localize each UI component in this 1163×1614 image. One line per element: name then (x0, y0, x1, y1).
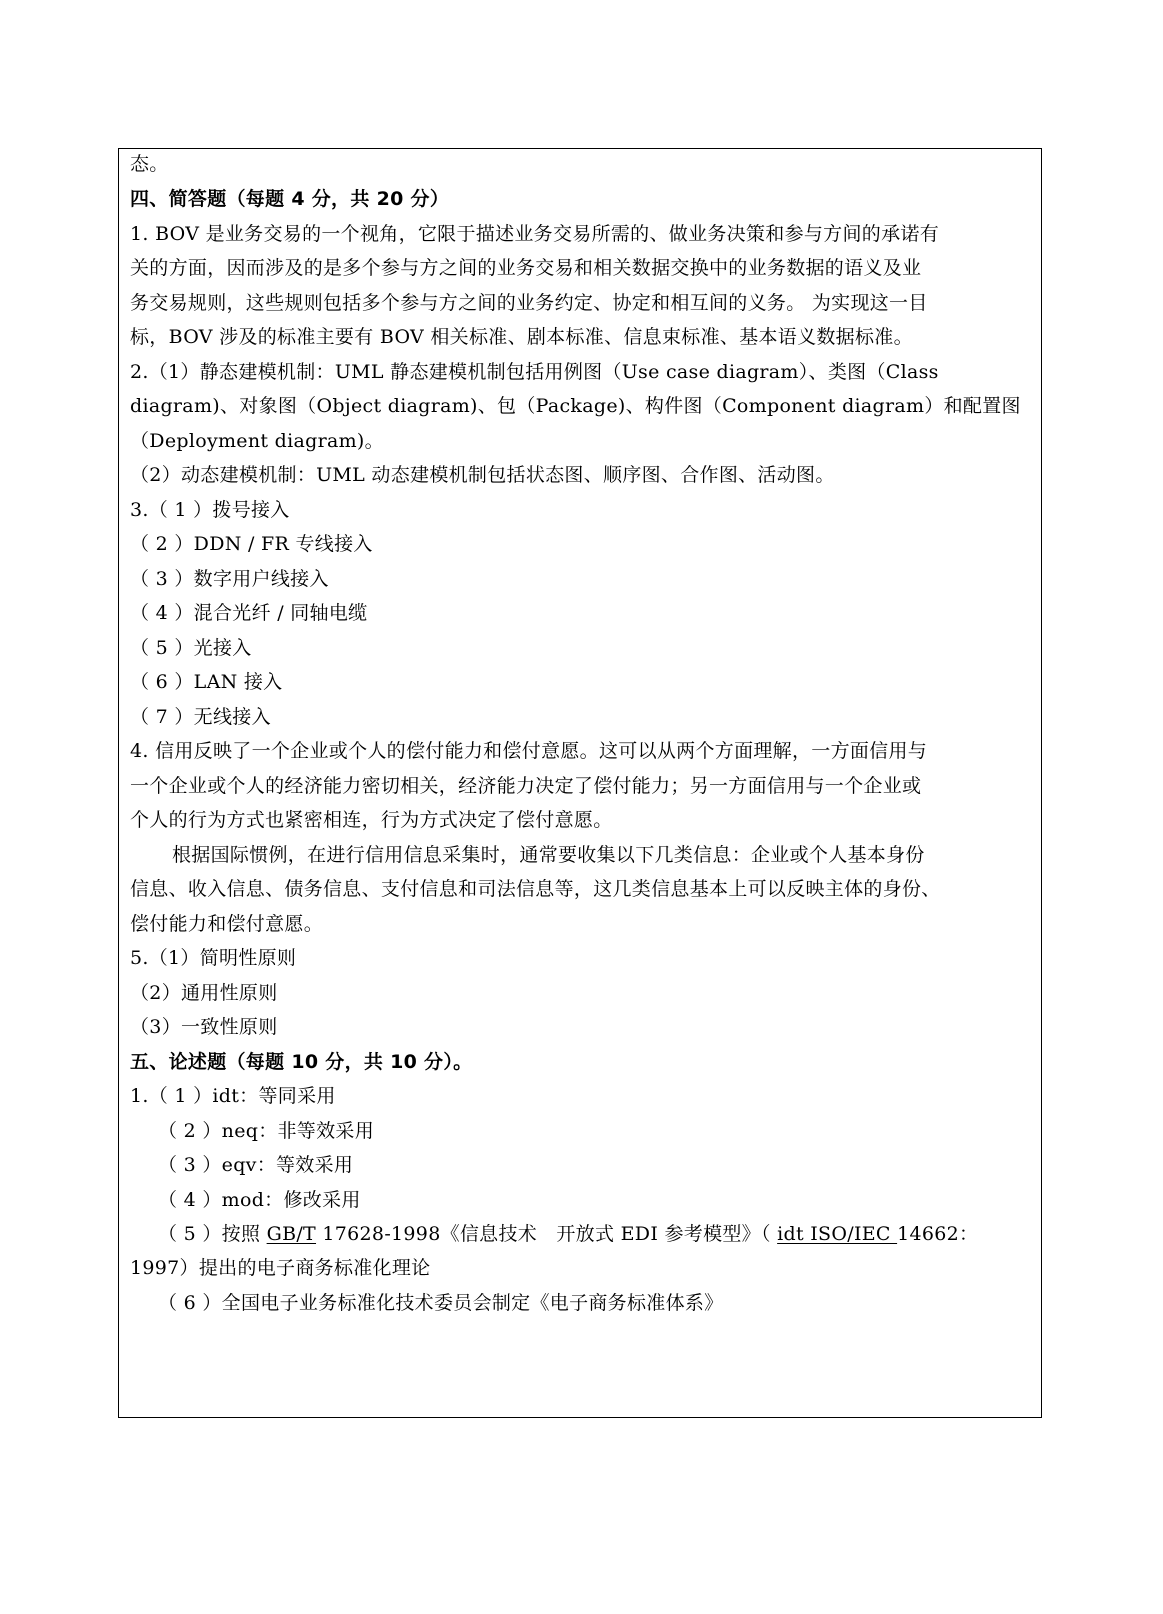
text-line: 4. 信用反映了一个企业或个人的偿付能力和偿付意愿。这可以从两个方面理解，一方面信用与 (130, 740, 928, 762)
text-line: 务交易规则，这些规则包括多个参与方之间的业务约定、协定和相互间的义务。 为实现这一目 (130, 292, 928, 314)
text-span: （ 5 ）按照 (158, 1223, 267, 1245)
text-span: 17628-1998《信息技术 开放式 EDI 参考模型》（ (316, 1223, 778, 1245)
text-line: 根据国际惯例，在进行信用信息采集时，通常要收集以下几类信息：企业或个人基本身份 (172, 844, 925, 866)
section-heading-short-answer: 四、简答题（每题 4 分，共 20 分） (130, 188, 450, 210)
text-line: （ 3 ）数字用户线接入 (130, 568, 329, 590)
text-line: 偿付能力和偿付意愿。 (130, 913, 324, 935)
text-line: （ 5 ）光接入 (130, 637, 252, 659)
text-line: （ 6 ）LAN 接入 (130, 671, 283, 693)
section-heading-essay: 五、论述题（每题 10 分，共 10 分）。 (130, 1051, 473, 1073)
text-span: 14662： (897, 1223, 979, 1245)
text-line: （Deployment diagram)。 (130, 430, 384, 452)
text-line: 2.（1）静态建模机制：UML 静态建模机制包括用例图（Use case diagram）、类图（Class (130, 361, 939, 383)
text-line: 关的方面，因而涉及的是多个参与方之间的业务交易和相关数据交换中的业务数据的语义及业 (130, 257, 922, 279)
text-line: 信息、收入信息、债务信息、支付信息和司法信息等，这几类信息基本上可以反映主体的身份、 (130, 878, 941, 900)
text-line: （ 6 ）全国电子业务标准化技术委员会制定《电子商务标准体系》 (158, 1292, 724, 1314)
text-line: 态。 (130, 153, 169, 175)
text-line: （ 2 ）neq：非等效采用 (158, 1120, 375, 1142)
text-line: （3）一致性原则 (130, 1016, 278, 1038)
text-line: （ 7 ）无线接入 (130, 706, 271, 728)
text-line: （2）动态建模机制：UML 动态建模机制包括状态图、顺序图、合作图、活动图。 (130, 464, 835, 486)
text-line: （2）通用性原则 (130, 982, 278, 1004)
text-line: 标，BOV 涉及的标准主要有 BOV 相关标准、剧本标准、信息束标准、基本语义数据标准。 (130, 326, 913, 348)
text-line: 5.（1）简明性原则 (130, 947, 297, 969)
text-line: 一个企业或个人的经济能力密切相关，经济能力决定了偿付能力；另一方面信用与一个企业或 (130, 775, 922, 797)
text-line: diagram)、对象图（Object diagram)、包（Package)、构件图（Component diagram）和配置图 (130, 395, 1021, 417)
text-line: （ 4 ）mod：修改采用 (158, 1189, 361, 1211)
text-line: （ 3 ）eqv：等效采用 (158, 1154, 354, 1176)
text-line-with-standard-reference (158, 1217, 978, 1252)
text-line: 1.（ 1 ）idt：等同采用 (130, 1085, 336, 1107)
text-line: 个人的行为方式也紧密相连，行为方式决定了偿付意愿。 (130, 809, 613, 831)
underlined-standard-code: GB/T (266, 1223, 317, 1245)
text-line: 3.（ 1 ）拨号接入 (130, 499, 290, 521)
underlined-standard-code: idt ISO/IEC (777, 1223, 898, 1245)
text-line: 1. BOV 是业务交易的一个视角，它限于描述业务交易所需的、做业务决策和参与方间的承诺有 (130, 223, 939, 245)
text-line: （ 4 ）混合光纤 / 同轴电缆 (130, 602, 368, 624)
text-line: （ 2 ）DDN / FR 专线接入 (130, 533, 373, 555)
text-line: 1997）提出的电子商务标准化理论 (130, 1257, 431, 1279)
